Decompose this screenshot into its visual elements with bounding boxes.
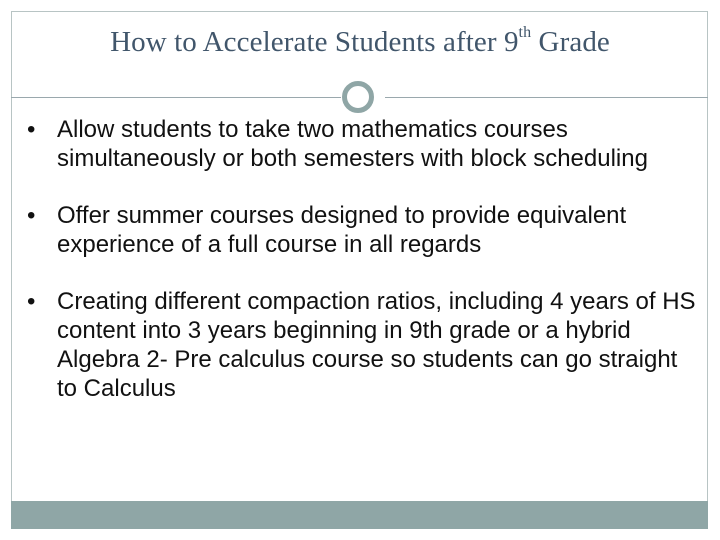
slide-title [0, 26, 720, 59]
bullet-marker: • [27, 288, 36, 315]
bullet-item [20, 201, 700, 259]
slide-title-main: How to Accelerate Students after 9 [110, 26, 519, 58]
bullet-text: Allow students to take two mathematics courses simultaneously or both semesters with block scheduling [57, 116, 648, 172]
title-divider-right [385, 97, 708, 98]
bullet-text: Creating different compaction ratios, including 4 years of HS content into 3 years beginning in 9th grade or a hybrid Algebra 2- Pre calculus course so students can go straight to Calculus [57, 288, 696, 402]
bullet-marker: • [27, 116, 36, 143]
slide-body [20, 115, 700, 403]
bullet-item [20, 287, 700, 403]
footer-accent-bar [11, 501, 708, 529]
slide-title-superscript: th [518, 24, 532, 42]
title-divider-left [11, 97, 341, 98]
circle-ornament-icon [342, 81, 374, 113]
bullet-text: Offer summer courses designed to provide equivalent experience of a full course in all regards [57, 202, 627, 258]
bullet-item [20, 115, 700, 173]
bullet-marker: • [27, 202, 36, 229]
slide-title-tail: Grade [531, 26, 610, 58]
